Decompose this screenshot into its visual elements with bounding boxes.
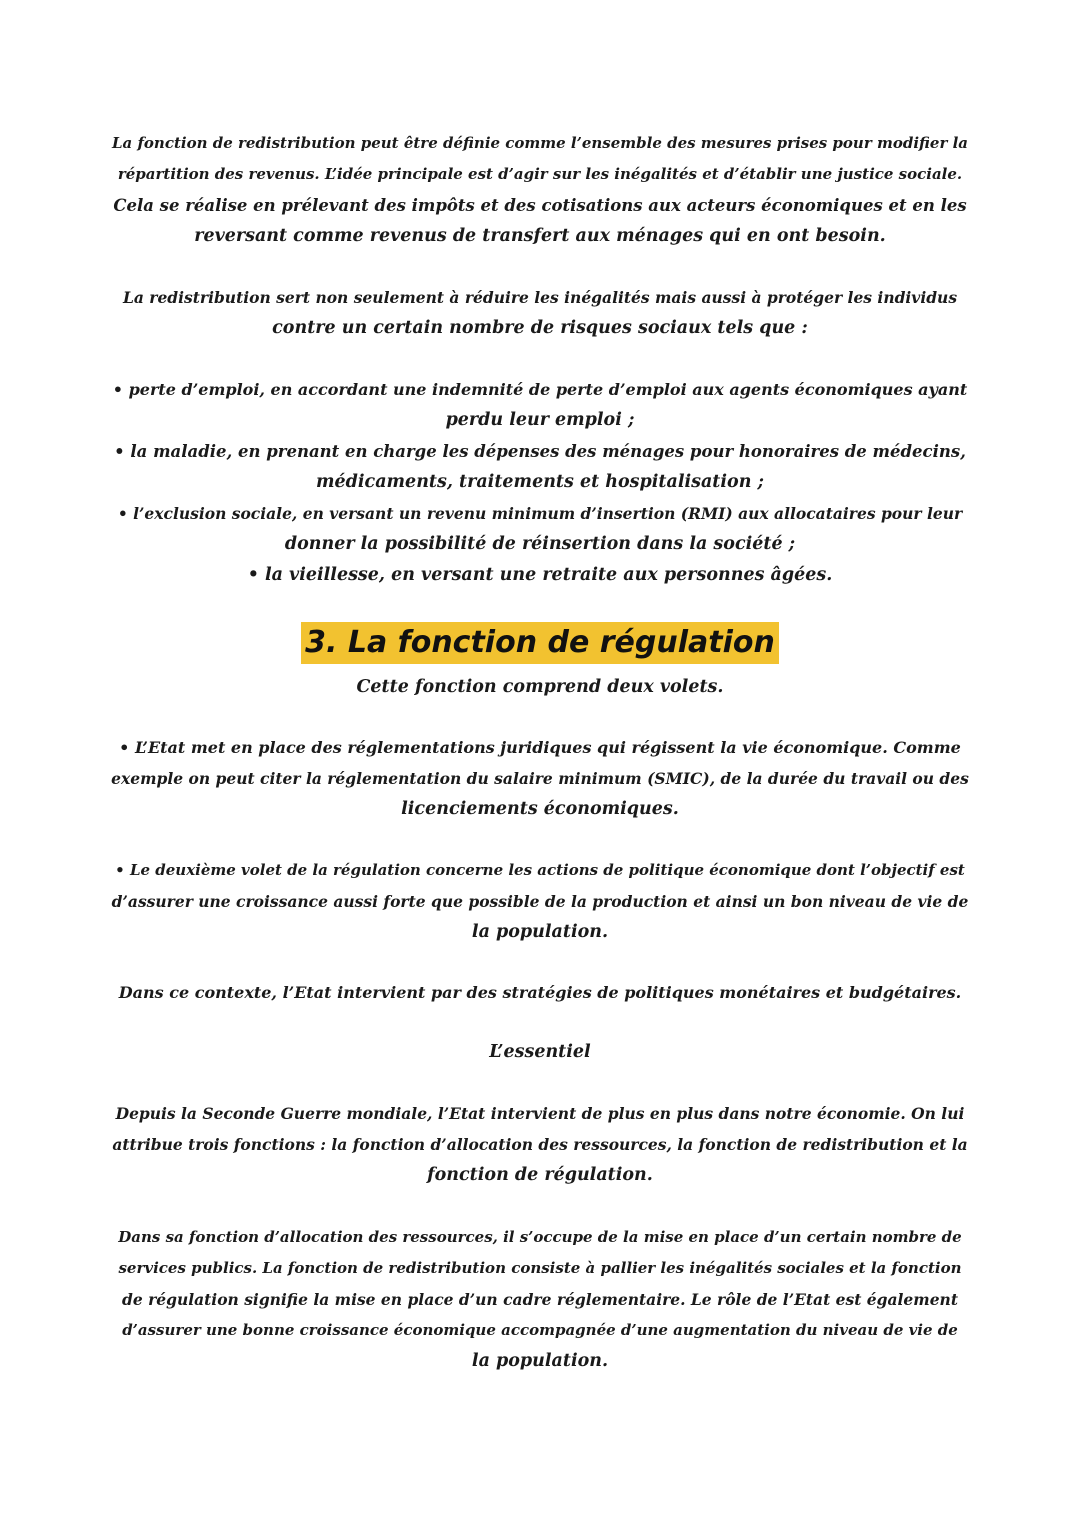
section-heading: 3. La fonction de régulation <box>301 622 779 664</box>
text-line: licenciements économiques. <box>401 799 679 819</box>
text-line: fonction de régulation. <box>427 1165 653 1185</box>
text-line: d’assurer une croissance aussi forte que possible de la production et ainsi un bon niveau de vie de <box>111 892 969 911</box>
text-line: exemple on peut citer la réglementation du salaire minimum (SMIC), de la durée du travail ou des <box>111 769 969 788</box>
text-line: • Le deuxième volet de la régulation concerne les actions de politique économique dont l’objectif est <box>115 861 965 879</box>
text-line: Depuis la Seconde Guerre mondiale, l’Etat intervient de plus en plus dans notre économie. On lui <box>115 1104 965 1123</box>
section-heading-wrapper <box>0 622 1080 664</box>
text-line: Dans sa fonction d’allocation des ressources, il s’occupe de la mise en place d’un certain nombre de <box>118 1228 962 1246</box>
paragraph-essentiel-2 <box>110 1222 970 1377</box>
text-line: la population. <box>471 922 609 942</box>
paragraph-redistribution-risks <box>110 282 970 344</box>
essentiel-title <box>110 1037 970 1068</box>
list-item-continuation: perdu leur emploi ; <box>445 410 635 430</box>
section-subheading <box>110 672 970 703</box>
text-line: Dans ce contexte, l’Etat intervient par des stratégies de politiques monétaires et budgétaires. <box>118 983 962 1002</box>
text-line: • L’Etat met en place des réglementations juridiques qui régissent la vie économique. Comme <box>119 738 961 757</box>
text-line: la population. <box>471 1351 609 1371</box>
text-line: La redistribution sert non seulement à réduire les inégalités mais aussi à protéger les individus <box>122 288 958 307</box>
list-item: • la maladie, en prenant en charge les dépenses des ménages pour honoraires de médecins, <box>114 442 966 461</box>
list-item: • perte d’emploi, en accordant une indemnité de perte d’emploi aux agents économiques ayant <box>112 380 968 399</box>
list-item-continuation: donner la possibilité de réinsertion dans la société ; <box>284 534 796 554</box>
text-line: services publics. La fonction de redistribution consiste à pallier les inégalités sociales et la fonction <box>118 1259 962 1277</box>
paragraph-essentiel-1 <box>110 1098 970 1191</box>
text-line: Cette fonction comprend deux volets. <box>356 677 724 697</box>
text-line: Cela se réalise en prélevant des impôts et des cotisations aux acteurs économiques et en les <box>113 196 967 215</box>
paragraph-context <box>110 977 970 1008</box>
text-line: contre un certain nombre de risques sociaux tels que : <box>272 318 808 338</box>
text-line: de régulation signifie la mise en place d’un cadre réglementaire. Le rôle de l’Etat est également <box>121 1290 958 1309</box>
text-line: répartition des revenus. L’idée principale est d’agir sur les inégalités et d’établir une justice sociale. <box>117 165 963 183</box>
list-item-continuation: médicaments, traitements et hospitalisation ; <box>316 472 764 492</box>
text-line: L’essentiel <box>489 1042 591 1062</box>
paragraph-volet-2 <box>110 855 970 948</box>
text-line: La fonction de redistribution peut être définie comme l’ensemble des mesures prises pour modifier la <box>111 134 969 152</box>
text-line: reversant comme revenus de transfert aux ménages qui en ont besoin. <box>194 226 886 246</box>
paragraph-volet-1 <box>110 732 970 825</box>
text-line: attribue trois fonctions : la fonction d’allocation des ressources, la fonction de redistribution et la <box>112 1135 968 1154</box>
list-item: • l’exclusion sociale, en versant un revenu minimum d’insertion (RMI) aux allocataires pour leur <box>117 504 963 523</box>
list-item: • la vieillesse, en versant une retraite aux personnes âgées. <box>247 565 833 585</box>
text-line: d’assurer une bonne croissance économique accompagnée d’une augmentation du niveau de vie de <box>122 1321 958 1339</box>
paragraph-redistribution-definition <box>110 128 970 252</box>
risks-bullet-list <box>110 374 970 591</box>
